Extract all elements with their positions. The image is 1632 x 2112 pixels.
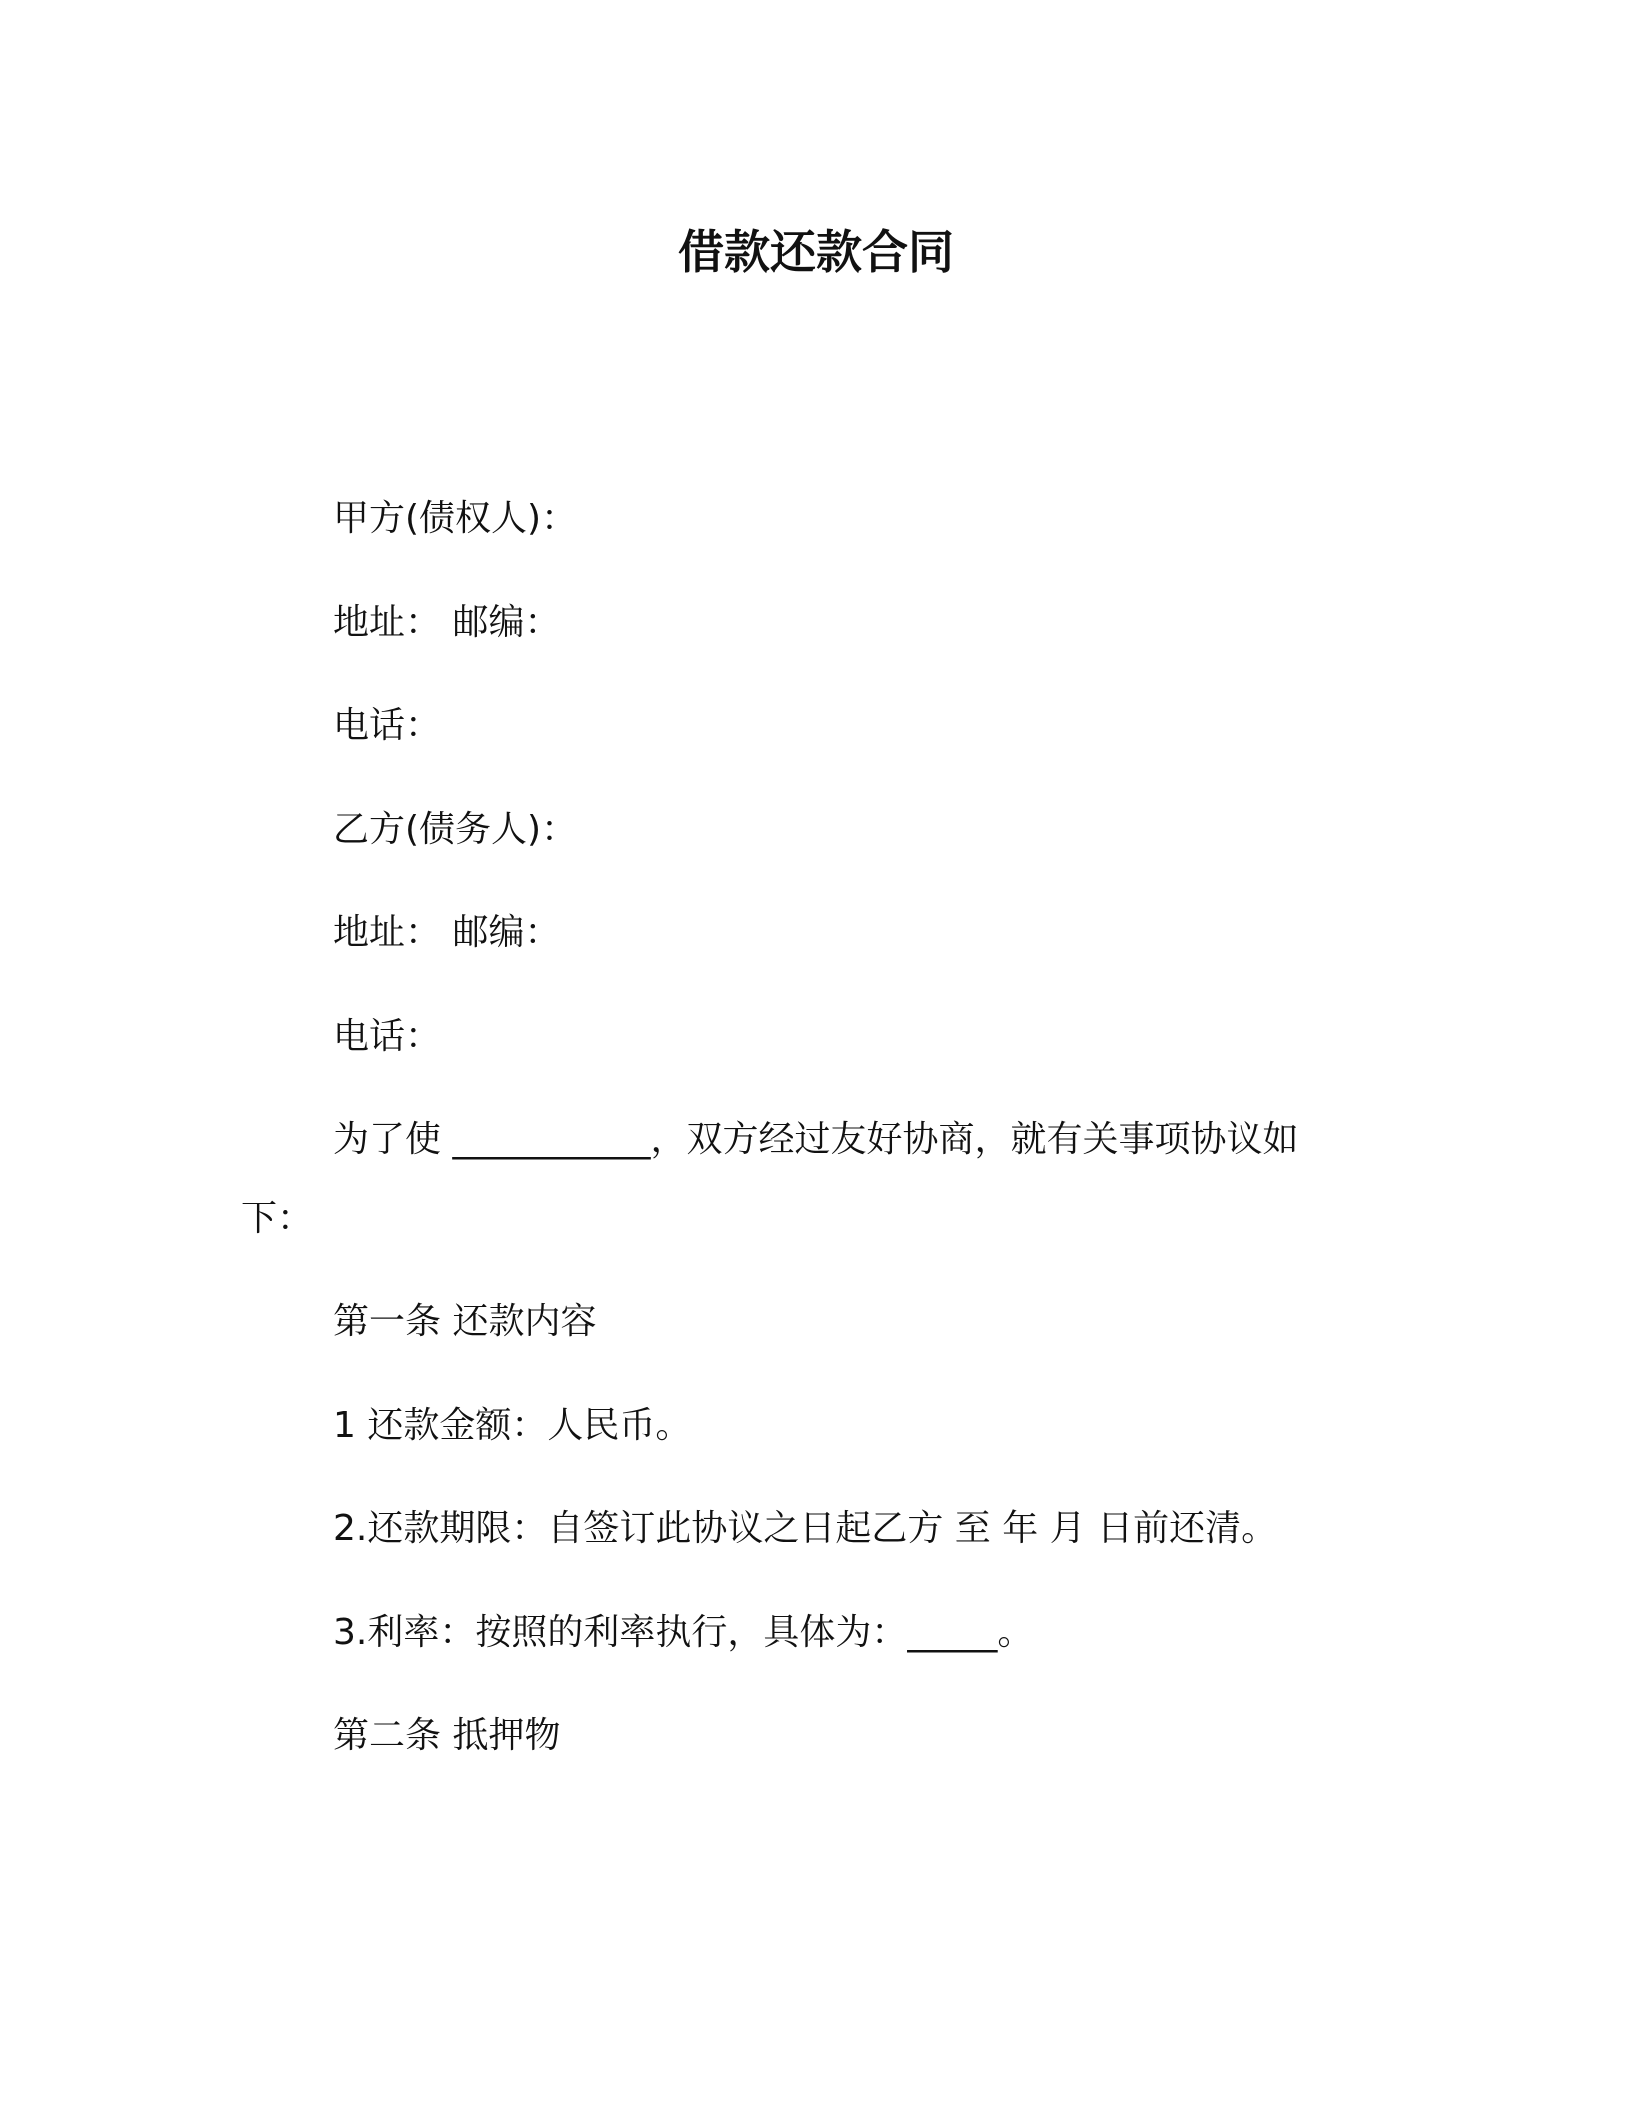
party-a-phone: 电话：	[333, 705, 442, 746]
party-b-label: 乙方(债务人)：	[333, 809, 578, 850]
party-a-label: 甲方(债权人)：	[333, 498, 578, 539]
party-b-address: 地址： 邮编：	[333, 912, 561, 953]
document-title: 借款还款合同	[678, 225, 954, 279]
preamble-line-2: 下：	[241, 1198, 314, 1239]
article-2-heading: 第二条 抵押物	[333, 1715, 561, 1756]
preamble-line-1: 为了使 ___________，双方经过友好协商，就有关事项协议如	[333, 1119, 1299, 1160]
party-b-phone: 电话：	[333, 1016, 442, 1057]
article-1-heading: 第一条 还款内容	[333, 1301, 597, 1342]
article-1-item-2: 2.还款期限：自签订此协议之日起乙方 至 年 月 日前还清。	[333, 1508, 1278, 1549]
article-1-item-3: 3.利率：按照的利率执行，具体为：_____。	[333, 1612, 1034, 1653]
party-a-address: 地址： 邮编：	[333, 602, 561, 643]
article-1-item-1: 1 还款金额：人民币。	[333, 1405, 692, 1446]
